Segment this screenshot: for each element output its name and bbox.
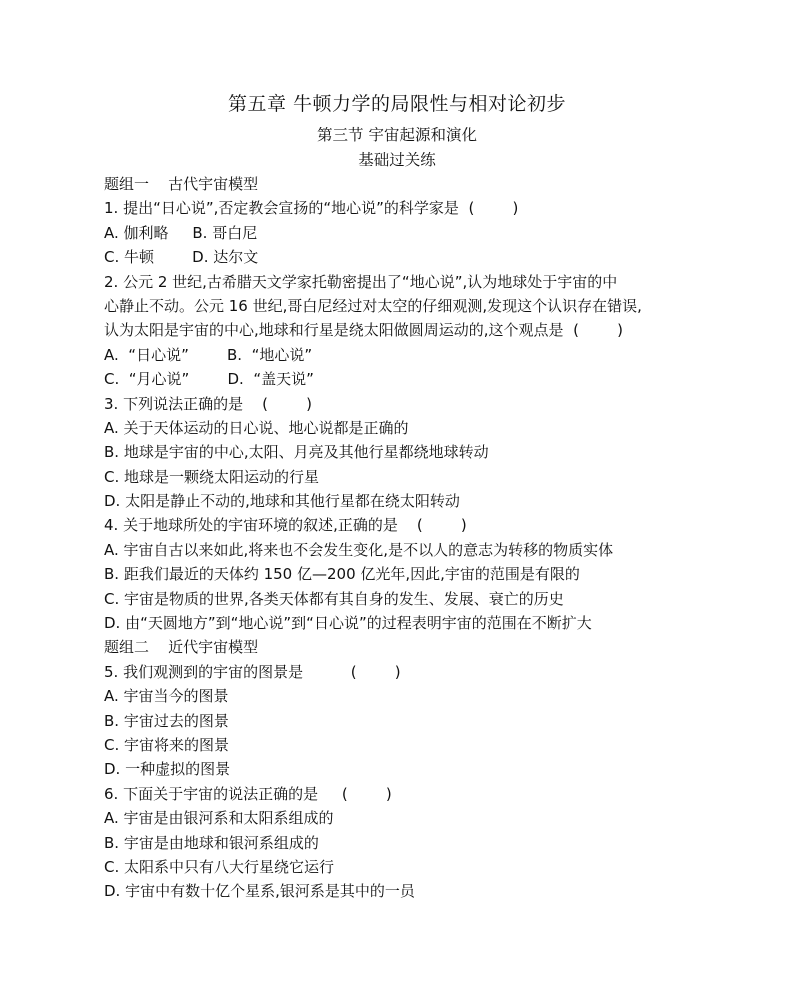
question-list <box>104 172 704 904</box>
chapter-title: 第五章 牛顿力学的局限性与相对论初步 <box>227 93 567 115</box>
section-title: 第三节 宇宙起源和演化 <box>317 126 477 144</box>
answer-option: D. 由“天圆地方”到“地心说”到“日心说”的过程表明宇宙的范围在不断扩大 <box>104 614 592 633</box>
question-stem: 3. 下列说法正确的是 ( ) <box>104 394 313 413</box>
question-stem: 6. 下面关于宇宙的说法正确的是 ( ) <box>104 784 392 803</box>
answer-option: D. 太阳是静止不动的,地球和其他行星都在绕太阳转动 <box>104 492 460 511</box>
question-stem: 5. 我们观测到的宇宙的图景是 ( ) <box>104 662 401 681</box>
exercise-subtitle: 基础过关练 <box>358 151 436 169</box>
question-stem: 1. 提出“日心说”,否定教会宣扬的“地心说”的科学家是 ( ) <box>104 199 519 218</box>
text-line: 心静止不动。公元 16 世纪,哥白尼经过对太空的仔细观测,发现这个认识存在错误, <box>104 296 642 315</box>
text-line: 认为太阳是宇宙的中心,地球和行星是绕太阳做圆周运动的,这个观点是 ( ) <box>104 321 623 340</box>
question-stem: 2. 公元 2 世纪,古希腊天文学家托勒密提出了“地心说”,认为地球处于宇宙的中 <box>104 272 618 291</box>
answer-option: B. 宇宙过去的图景 <box>104 711 229 730</box>
answer-option: C. 太阳系中只有八大行星绕它运行 <box>104 857 335 876</box>
answer-option: D. 宇宙中有数十亿个星系,银河系是其中的一员 <box>104 882 415 901</box>
answer-option: A. 宇宙自古以来如此,将来也不会发生变化,是不以人的意志为转移的物质实体 <box>104 540 614 559</box>
group-heading: 题组二 近代宇宙模型 <box>104 638 259 657</box>
answer-option: C. “月心说” D. “盖天说” <box>104 370 314 389</box>
answer-option: B. 距我们最近的天体约 150 亿—200 亿光年,因此,宇宙的范围是有限的 <box>104 565 580 584</box>
answer-option: B. 宇宙是由地球和银河系组成的 <box>104 833 319 852</box>
answer-option: B. 地球是宇宙的中心,太阳、月亮及其他行星都绕地球转动 <box>104 443 489 462</box>
answer-option: A. 伽利略 B. 哥白尼 <box>104 223 258 242</box>
answer-option: D. 一种虚拟的图景 <box>104 760 231 779</box>
answer-option: A. 宇宙是由银河系和太阳系组成的 <box>104 809 334 828</box>
question-stem: 4. 关于地球所处的宇宙环境的叙述,正确的是 ( ) <box>104 516 467 535</box>
answer-option: A. “日心说” B. “地心说” <box>104 345 313 364</box>
answer-option: A. 宇宙当今的图景 <box>104 687 229 706</box>
answer-option: A. 关于天体运动的日心说、地心说都是正确的 <box>104 418 409 437</box>
answer-option: C. 牛顿 D. 达尔文 <box>104 248 259 267</box>
answer-option: C. 地球是一颗绕太阳运动的行星 <box>104 467 320 486</box>
answer-option: C. 宇宙将来的图景 <box>104 735 230 754</box>
group-heading: 题组一 古代宇宙模型 <box>104 175 259 193</box>
answer-option: C. 宇宙是物质的世界,各类天体都有其自身的发生、发展、衰亡的历史 <box>104 589 564 608</box>
